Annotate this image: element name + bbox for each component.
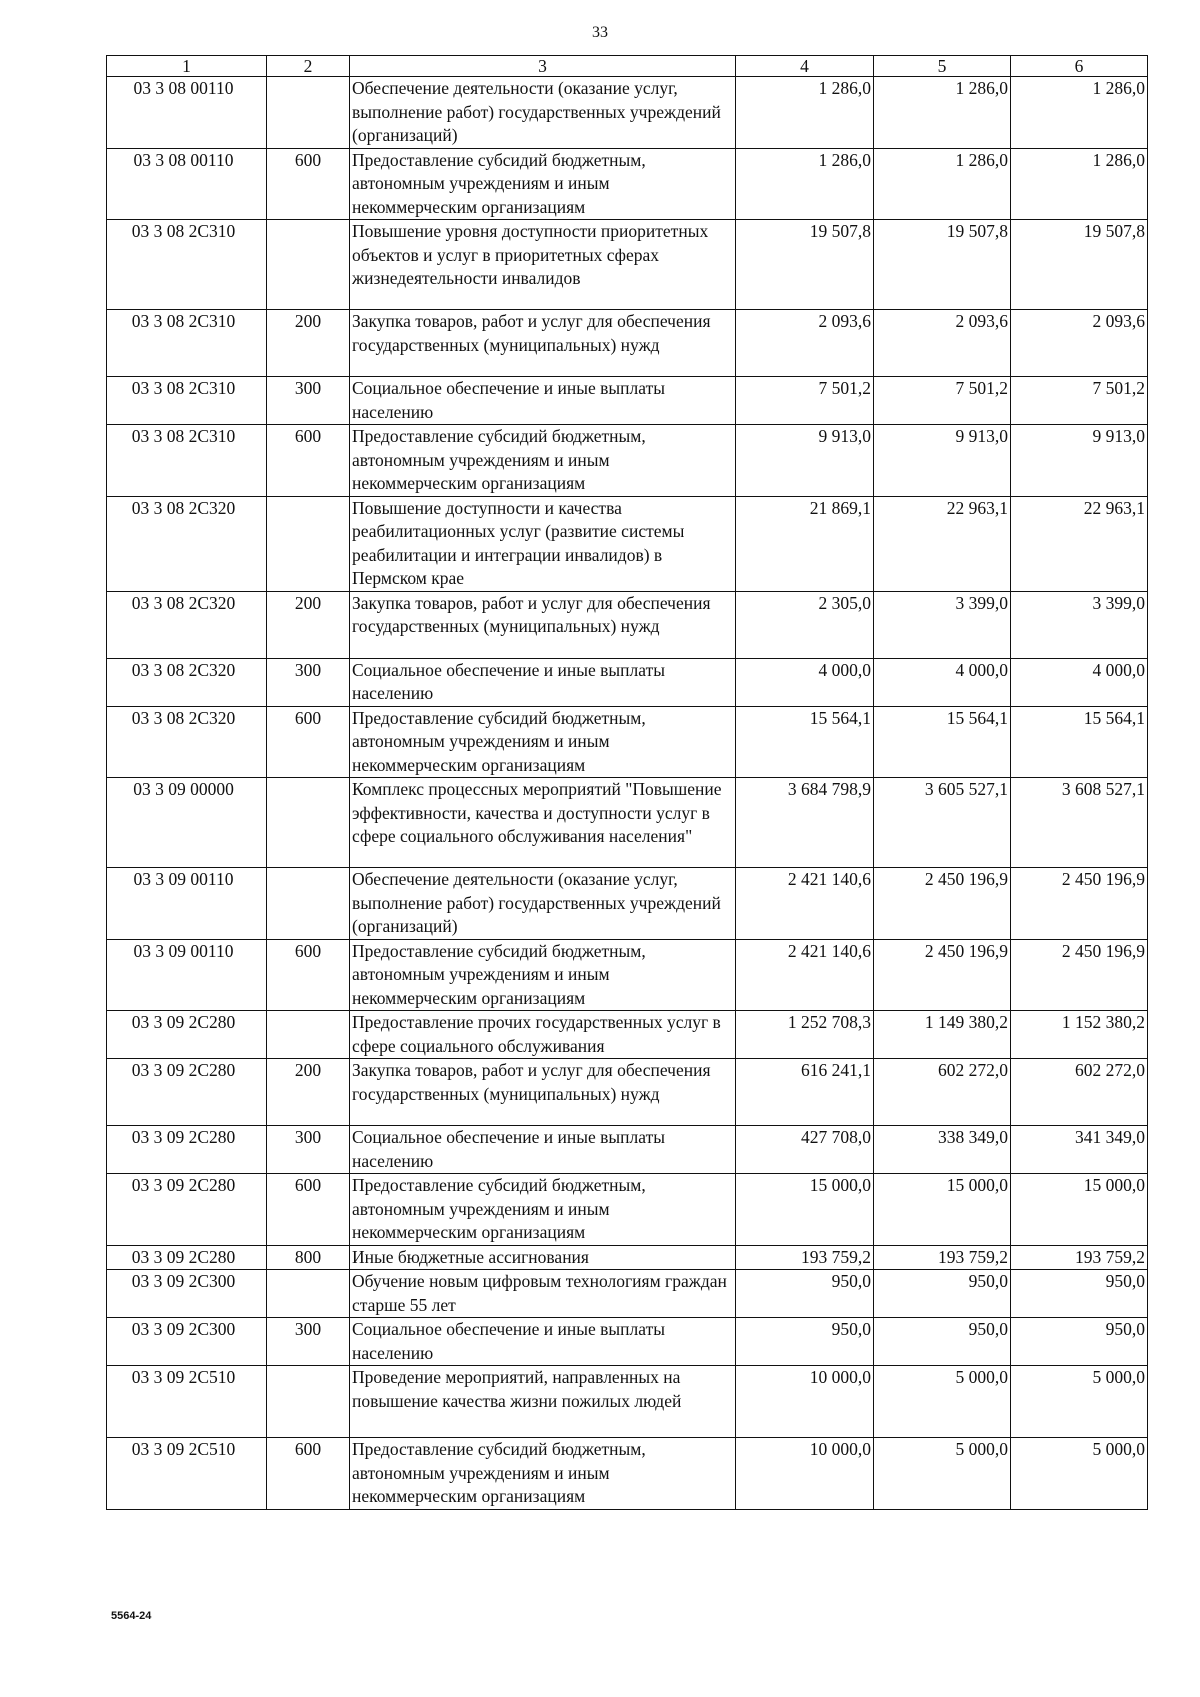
value-col4-cell: 21 869,1 — [736, 496, 874, 591]
header-col-5: 5 — [874, 56, 1011, 77]
value-col6-cell: 9 913,0 — [1011, 425, 1148, 497]
value-col6-cell: 1 286,0 — [1011, 148, 1148, 220]
table-row — [107, 591, 1148, 658]
value-col5-cell: 5 000,0 — [874, 1438, 1011, 1510]
value-col5-cell: 2 450 196,9 — [874, 868, 1011, 940]
vr-cell — [267, 496, 350, 591]
value-col6-cell: 5 000,0 — [1011, 1438, 1148, 1510]
name-cell: Предоставление субсидий бюджетным, автономным учреждениям и иным некоммерческим организациям — [350, 425, 736, 497]
table-row — [107, 1174, 1148, 1246]
value-col4-cell: 1 286,0 — [736, 77, 874, 149]
value-col4-cell: 4 000,0 — [736, 658, 874, 706]
value-col4-cell: 427 708,0 — [736, 1126, 874, 1174]
value-col4-cell: 7 501,2 — [736, 377, 874, 425]
vr-cell: 300 — [267, 1318, 350, 1366]
value-col5-cell: 3 399,0 — [874, 591, 1011, 658]
value-col6-cell: 2 450 196,9 — [1011, 868, 1148, 940]
vr-cell: 600 — [267, 939, 350, 1011]
vr-cell — [267, 778, 350, 868]
name-cell: Закупка товаров, работ и услуг для обеспечения государственных (муниципальных) нужд — [350, 591, 736, 658]
code-cell: 03 3 09 00000 — [107, 778, 267, 868]
value-col5-cell: 1 149 380,2 — [874, 1011, 1011, 1059]
vr-cell: 600 — [267, 1438, 350, 1510]
name-cell: Иные бюджетные ассигнования — [350, 1245, 736, 1270]
name-cell: Предоставление субсидий бюджетным, автономным учреждениям и иным некоммерческим организациям — [350, 1438, 736, 1510]
value-col4-cell: 19 507,8 — [736, 220, 874, 310]
vr-cell: 600 — [267, 148, 350, 220]
name-cell: Комплекс процессных мероприятий "Повышение эффективности, качества и доступности услуг в сфере социального обслуживания населения" — [350, 778, 736, 868]
value-col5-cell: 19 507,8 — [874, 220, 1011, 310]
code-cell: 03 3 08 00110 — [107, 148, 267, 220]
value-col5-cell: 338 349,0 — [874, 1126, 1011, 1174]
value-col6-cell: 1 286,0 — [1011, 77, 1148, 149]
value-col5-cell: 9 913,0 — [874, 425, 1011, 497]
header-col-4: 4 — [736, 56, 874, 77]
code-cell: 03 3 08 2С320 — [107, 706, 267, 778]
vr-cell: 300 — [267, 1126, 350, 1174]
name-cell: Предоставление субсидий бюджетным, автономным учреждениям и иным некоммерческим организациям — [350, 1174, 736, 1246]
name-cell: Социальное обеспечение и иные выплаты населению — [350, 377, 736, 425]
code-cell: 03 3 08 2С310 — [107, 310, 267, 377]
value-col4-cell: 193 759,2 — [736, 1245, 874, 1270]
table-row — [107, 939, 1148, 1011]
value-col6-cell: 950,0 — [1011, 1318, 1148, 1366]
table-row — [107, 1059, 1148, 1126]
vr-cell: 200 — [267, 591, 350, 658]
value-col4-cell: 2 421 140,6 — [736, 868, 874, 940]
value-col4-cell: 9 913,0 — [736, 425, 874, 497]
value-col6-cell: 193 759,2 — [1011, 1245, 1148, 1270]
vr-cell — [267, 1270, 350, 1318]
value-col6-cell: 2 093,6 — [1011, 310, 1148, 377]
name-cell: Повышение уровня доступности приоритетных объектов и услуг в приоритетных сферах жизнедеятельности инвалидов — [350, 220, 736, 310]
table-row — [107, 1126, 1148, 1174]
value-col5-cell: 2 093,6 — [874, 310, 1011, 377]
vr-cell: 600 — [267, 706, 350, 778]
value-col5-cell: 1 286,0 — [874, 77, 1011, 149]
code-cell: 03 3 08 2С320 — [107, 496, 267, 591]
value-col4-cell: 2 421 140,6 — [736, 939, 874, 1011]
value-col4-cell: 1 286,0 — [736, 148, 874, 220]
name-cell: Проведение мероприятий, направленных на повышение качества жизни пожилых людей — [350, 1366, 736, 1438]
name-cell: Предоставление прочих государственных услуг в сфере социального обслуживания — [350, 1011, 736, 1059]
value-col5-cell: 15 000,0 — [874, 1174, 1011, 1246]
code-cell: 03 3 08 2С320 — [107, 591, 267, 658]
value-col6-cell: 341 349,0 — [1011, 1126, 1148, 1174]
vr-cell — [267, 1011, 350, 1059]
value-col6-cell: 19 507,8 — [1011, 220, 1148, 310]
code-cell: 03 3 08 00110 — [107, 77, 267, 149]
value-col6-cell: 3 608 527,1 — [1011, 778, 1148, 868]
value-col5-cell: 950,0 — [874, 1318, 1011, 1366]
table-row — [107, 1366, 1148, 1438]
table-row — [107, 148, 1148, 220]
value-col5-cell: 3 605 527,1 — [874, 778, 1011, 868]
name-cell: Социальное обеспечение и иные выплаты населению — [350, 1126, 736, 1174]
code-cell: 03 3 09 00110 — [107, 868, 267, 940]
name-cell: Предоставление субсидий бюджетным, автономным учреждениям и иным некоммерческим организациям — [350, 148, 736, 220]
header-col-6: 6 — [1011, 56, 1148, 77]
value-col6-cell: 2 450 196,9 — [1011, 939, 1148, 1011]
vr-cell: 300 — [267, 658, 350, 706]
name-cell: Социальное обеспечение и иные выплаты населению — [350, 1318, 736, 1366]
table-row — [107, 1318, 1148, 1366]
table-row — [107, 77, 1148, 149]
value-col6-cell: 3 399,0 — [1011, 591, 1148, 658]
vr-cell: 600 — [267, 1174, 350, 1246]
code-cell: 03 3 09 2С280 — [107, 1126, 267, 1174]
value-col6-cell: 15 000,0 — [1011, 1174, 1148, 1246]
name-cell: Обучение новым цифровым технологиям граждан старше 55 лет — [350, 1270, 736, 1318]
header-col-3: 3 — [350, 56, 736, 77]
value-col4-cell: 15 564,1 — [736, 706, 874, 778]
value-col5-cell: 950,0 — [874, 1270, 1011, 1318]
code-cell: 03 3 09 2С280 — [107, 1245, 267, 1270]
name-cell: Обеспечение деятельности (оказание услуг, выполнение работ) государственных учреждений (организаций) — [350, 77, 736, 149]
name-cell: Повышение доступности и качества реабилитационных услуг (развитие системы реабилитации и интеграции инвалидов) в Пермском крае — [350, 496, 736, 591]
value-col4-cell: 2 305,0 — [736, 591, 874, 658]
value-col4-cell: 15 000,0 — [736, 1174, 874, 1246]
value-col6-cell: 15 564,1 — [1011, 706, 1148, 778]
value-col4-cell: 3 684 798,9 — [736, 778, 874, 868]
value-col5-cell: 7 501,2 — [874, 377, 1011, 425]
document-id: 5564-24 — [111, 1610, 152, 1622]
value-col5-cell: 1 286,0 — [874, 148, 1011, 220]
value-col4-cell: 950,0 — [736, 1318, 874, 1366]
header-row — [107, 56, 1148, 77]
code-cell: 03 3 09 2С510 — [107, 1438, 267, 1510]
code-cell: 03 3 09 2С280 — [107, 1011, 267, 1059]
value-col4-cell: 2 093,6 — [736, 310, 874, 377]
header-col-2: 2 — [267, 56, 350, 77]
table-row — [107, 868, 1148, 940]
table-row — [107, 220, 1148, 310]
table-row — [107, 1270, 1148, 1318]
table-row — [107, 1438, 1148, 1510]
header-col-1: 1 — [107, 56, 267, 77]
value-col6-cell: 22 963,1 — [1011, 496, 1148, 591]
value-col5-cell: 2 450 196,9 — [874, 939, 1011, 1011]
table-row — [107, 706, 1148, 778]
code-cell: 03 3 08 2С310 — [107, 425, 267, 497]
table-row — [107, 310, 1148, 377]
code-cell: 03 3 09 2С300 — [107, 1318, 267, 1366]
value-col6-cell: 7 501,2 — [1011, 377, 1148, 425]
table-row — [107, 1011, 1148, 1059]
value-col5-cell: 5 000,0 — [874, 1366, 1011, 1438]
table-header — [107, 56, 1148, 77]
name-cell: Социальное обеспечение и иные выплаты населению — [350, 658, 736, 706]
vr-cell: 800 — [267, 1245, 350, 1270]
value-col4-cell: 616 241,1 — [736, 1059, 874, 1126]
name-cell: Обеспечение деятельности (оказание услуг, выполнение работ) государственных учреждений (организаций) — [350, 868, 736, 940]
table-row — [107, 658, 1148, 706]
name-cell: Предоставление субсидий бюджетным, автономным учреждениям и иным некоммерческим организациям — [350, 939, 736, 1011]
value-col4-cell: 950,0 — [736, 1270, 874, 1318]
table-row — [107, 377, 1148, 425]
vr-cell — [267, 868, 350, 940]
name-cell: Предоставление субсидий бюджетным, автономным учреждениям и иным некоммерческим организациям — [350, 706, 736, 778]
value-col5-cell: 193 759,2 — [874, 1245, 1011, 1270]
code-cell: 03 3 09 2С280 — [107, 1059, 267, 1126]
value-col5-cell: 15 564,1 — [874, 706, 1011, 778]
table-body — [107, 77, 1148, 1510]
table-row — [107, 425, 1148, 497]
vr-cell — [267, 77, 350, 149]
value-col6-cell: 4 000,0 — [1011, 658, 1148, 706]
name-cell: Закупка товаров, работ и услуг для обеспечения государственных (муниципальных) нужд — [350, 310, 736, 377]
value-col4-cell: 10 000,0 — [736, 1366, 874, 1438]
table-row — [107, 778, 1148, 868]
value-col6-cell: 602 272,0 — [1011, 1059, 1148, 1126]
table-row — [107, 1245, 1148, 1270]
code-cell: 03 3 09 2С300 — [107, 1270, 267, 1318]
code-cell: 03 3 09 2С280 — [107, 1174, 267, 1246]
value-col4-cell: 10 000,0 — [736, 1438, 874, 1510]
vr-cell: 200 — [267, 1059, 350, 1126]
code-cell: 03 3 08 2С310 — [107, 220, 267, 310]
value-col6-cell: 5 000,0 — [1011, 1366, 1148, 1438]
vr-cell — [267, 220, 350, 310]
code-cell: 03 3 09 00110 — [107, 939, 267, 1011]
code-cell: 03 3 08 2С320 — [107, 658, 267, 706]
code-cell: 03 3 08 2С310 — [107, 377, 267, 425]
budget-table — [106, 55, 1148, 1510]
table-row — [107, 496, 1148, 591]
value-col5-cell: 4 000,0 — [874, 658, 1011, 706]
name-cell: Закупка товаров, работ и услуг для обеспечения государственных (муниципальных) нужд — [350, 1059, 736, 1126]
value-col5-cell: 22 963,1 — [874, 496, 1011, 591]
page-number: 33 — [592, 24, 608, 41]
vr-cell — [267, 1366, 350, 1438]
vr-cell: 300 — [267, 377, 350, 425]
vr-cell: 200 — [267, 310, 350, 377]
value-col4-cell: 1 252 708,3 — [736, 1011, 874, 1059]
vr-cell: 600 — [267, 425, 350, 497]
code-cell: 03 3 09 2С510 — [107, 1366, 267, 1438]
value-col5-cell: 602 272,0 — [874, 1059, 1011, 1126]
value-col6-cell: 1 152 380,2 — [1011, 1011, 1148, 1059]
value-col6-cell: 950,0 — [1011, 1270, 1148, 1318]
